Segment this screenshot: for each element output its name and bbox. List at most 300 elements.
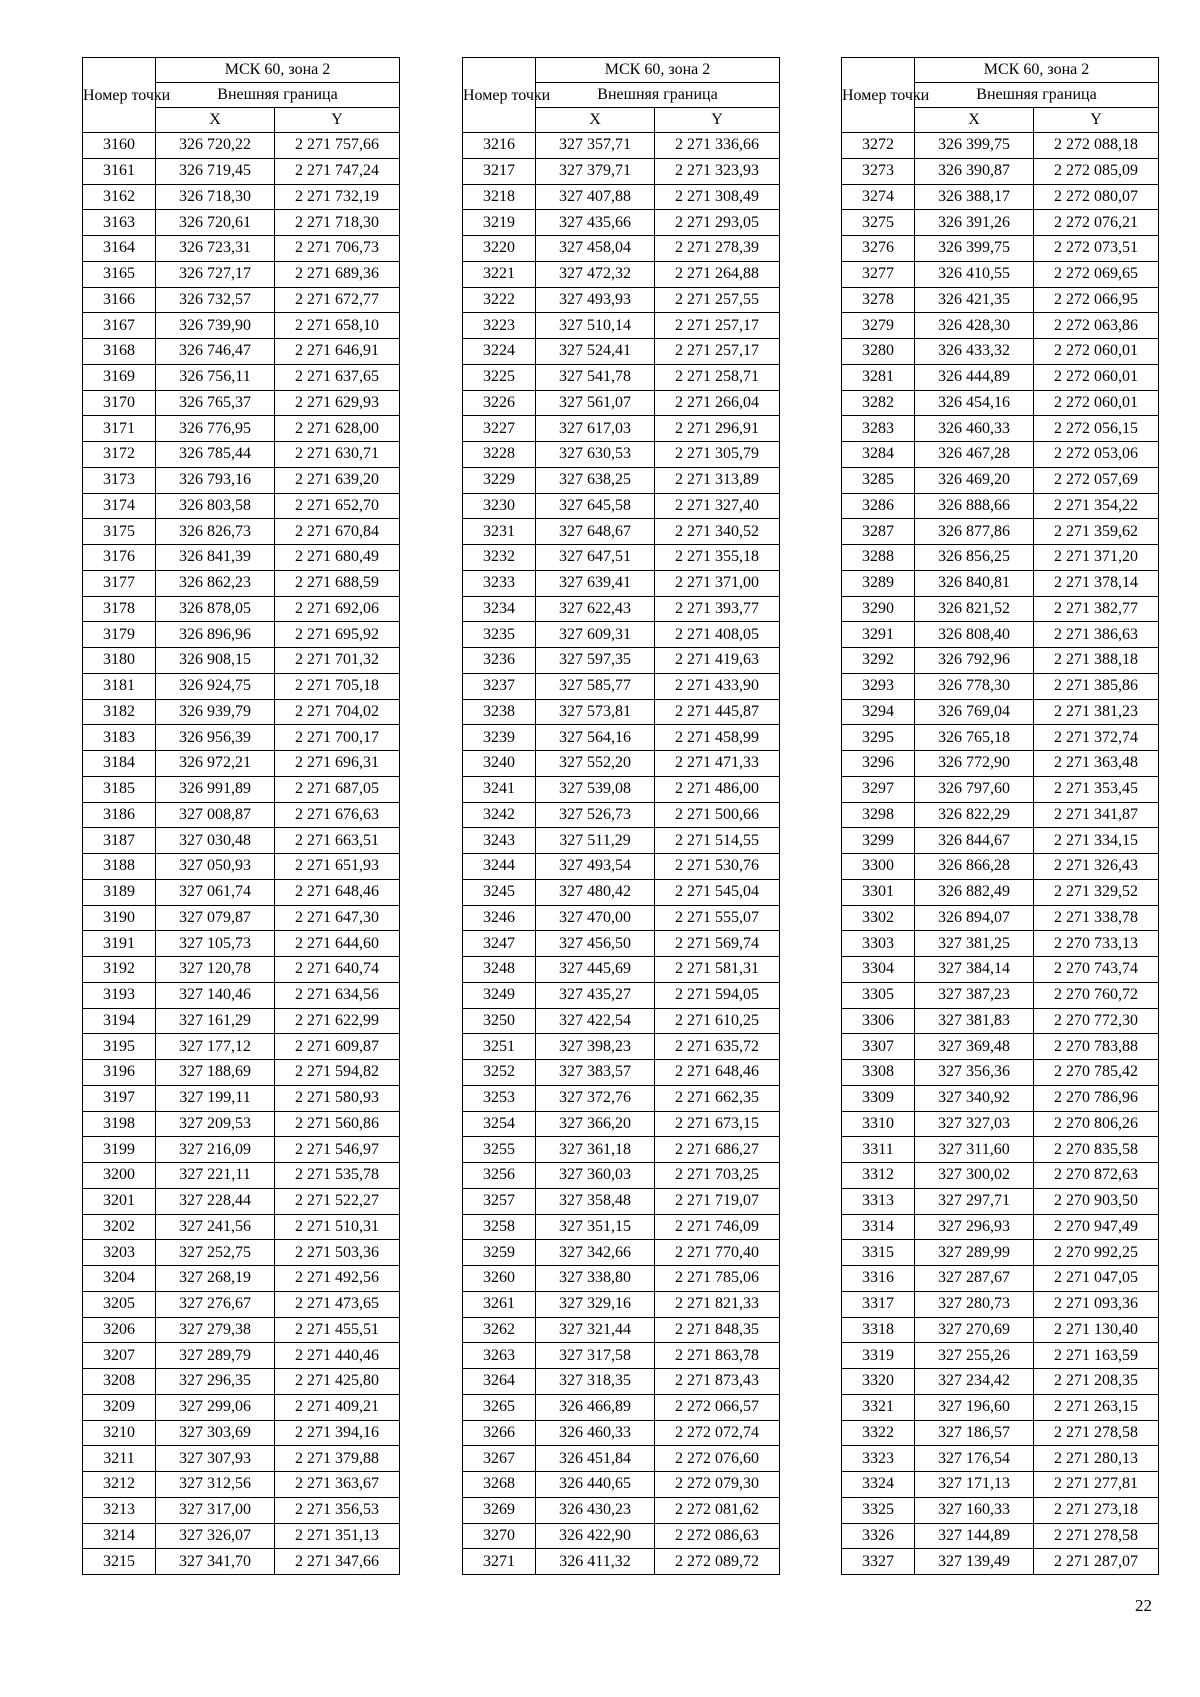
y-coordinate-cell: 2 271 770,40 <box>655 1240 780 1266</box>
x-coordinate-cell: 327 161,29 <box>156 1008 275 1034</box>
table-row <box>83 158 400 184</box>
table-row <box>83 1291 400 1317</box>
x-coordinate-cell: 326 803,58 <box>156 493 275 519</box>
y-coordinate-cell: 2 270 733,13 <box>1034 931 1159 957</box>
point-number-cell: 3246 <box>463 905 536 931</box>
point-number-cell: 3289 <box>842 570 915 596</box>
point-number-cell: 3316 <box>842 1266 915 1292</box>
point-number-cell: 3287 <box>842 519 915 545</box>
point-number-cell: 3183 <box>83 725 156 751</box>
table-row <box>842 416 1159 442</box>
table-row <box>842 1188 1159 1214</box>
table-row <box>83 1060 400 1086</box>
point-number-cell: 3264 <box>463 1369 536 1395</box>
x-coordinate-cell: 327 289,79 <box>156 1343 275 1369</box>
table-row <box>463 1497 780 1523</box>
x-coordinate-cell: 327 317,00 <box>156 1497 275 1523</box>
table-row <box>842 1317 1159 1343</box>
y-coordinate-cell: 2 271 545,04 <box>655 879 780 905</box>
x-coordinate-cell: 327 639,41 <box>536 570 655 596</box>
y-coordinate-cell: 2 271 706,73 <box>275 236 400 262</box>
table-row <box>463 339 780 365</box>
y-coordinate-cell: 2 271 610,25 <box>655 1008 780 1034</box>
table-row <box>842 261 1159 287</box>
x-coordinate-cell: 327 564,16 <box>536 725 655 751</box>
point-number-cell: 3267 <box>463 1446 536 1472</box>
y-coordinate-cell: 2 271 637,65 <box>275 364 400 390</box>
x-coordinate-cell: 327 160,33 <box>915 1497 1034 1523</box>
point-number-cell: 3312 <box>842 1163 915 1189</box>
table-row <box>463 622 780 648</box>
table-row <box>83 442 400 468</box>
point-number-cell: 3235 <box>463 622 536 648</box>
table-row <box>83 390 400 416</box>
point-number-cell: 3228 <box>463 442 536 468</box>
table-row <box>83 1446 400 1472</box>
x-coordinate-cell: 326 792,96 <box>915 648 1034 674</box>
point-number-cell: 3255 <box>463 1137 536 1163</box>
table-row <box>463 493 780 519</box>
x-coordinate-cell: 326 856,25 <box>915 545 1034 571</box>
point-number-cell: 3285 <box>842 467 915 493</box>
table-row <box>83 570 400 596</box>
y-coordinate-cell: 2 272 053,06 <box>1034 442 1159 468</box>
point-number-cell: 3181 <box>83 673 156 699</box>
y-coordinate-cell: 2 271 425,80 <box>275 1369 400 1395</box>
table-row <box>842 545 1159 571</box>
x-coordinate-cell: 326 430,23 <box>536 1497 655 1523</box>
x-coordinate-cell: 327 280,73 <box>915 1291 1034 1317</box>
x-coordinate-cell: 326 896,96 <box>156 622 275 648</box>
x-coordinate-cell: 326 467,28 <box>915 442 1034 468</box>
x-coordinate-cell: 327 299,06 <box>156 1394 275 1420</box>
y-coordinate-cell: 2 271 313,89 <box>655 467 780 493</box>
x-coordinate-cell: 327 221,11 <box>156 1163 275 1189</box>
x-coordinate-cell: 327 383,57 <box>536 1060 655 1086</box>
table-row <box>463 184 780 210</box>
y-coordinate-cell: 2 271 338,78 <box>1034 905 1159 931</box>
x-coordinate-cell: 326 844,67 <box>915 828 1034 854</box>
point-number-cell: 3212 <box>83 1472 156 1498</box>
table-row <box>842 236 1159 262</box>
point-number-cell: 3160 <box>83 133 156 159</box>
x-coordinate-cell: 327 171,13 <box>915 1472 1034 1498</box>
x-coordinate-cell: 326 422,90 <box>536 1523 655 1549</box>
table-row <box>83 287 400 313</box>
x-coordinate-cell: 327 445,69 <box>536 957 655 983</box>
x-coordinate-cell: 326 428,30 <box>915 313 1034 339</box>
x-coordinate-cell: 327 338,80 <box>536 1266 655 1292</box>
table-row <box>463 1266 780 1292</box>
point-number-cell: 3325 <box>842 1497 915 1523</box>
y-coordinate-cell: 2 271 785,06 <box>655 1266 780 1292</box>
point-number-cell: 3190 <box>83 905 156 931</box>
y-coordinate-cell: 2 271 486,00 <box>655 776 780 802</box>
y-coordinate-cell: 2 271 394,16 <box>275 1420 400 1446</box>
y-coordinate-cell: 2 271 409,21 <box>275 1394 400 1420</box>
x-coordinate-cell: 326 785,44 <box>156 442 275 468</box>
table-row <box>842 648 1159 674</box>
point-number-cell: 3272 <box>842 133 915 159</box>
x-coordinate-cell: 326 451,84 <box>536 1446 655 1472</box>
table-row <box>463 1188 780 1214</box>
y-coordinate-cell: 2 271 630,71 <box>275 442 400 468</box>
point-number-cell: 3203 <box>83 1240 156 1266</box>
y-coordinate-cell: 2 271 473,65 <box>275 1291 400 1317</box>
point-number-cell: 3164 <box>83 236 156 262</box>
point-number-cell: 3293 <box>842 673 915 699</box>
x-coordinate-cell: 327 381,83 <box>915 1008 1034 1034</box>
x-coordinate-cell: 327 105,73 <box>156 931 275 957</box>
point-number-cell: 3229 <box>463 467 536 493</box>
point-number-cell: 3234 <box>463 596 536 622</box>
table-row <box>83 725 400 751</box>
point-number-cell: 3166 <box>83 287 156 313</box>
table-row <box>842 1549 1159 1575</box>
x-coordinate-cell: 327 361,18 <box>536 1137 655 1163</box>
coordinates-table-2 <box>462 57 780 1575</box>
y-coordinate-cell: 2 271 530,76 <box>655 854 780 880</box>
x-coordinate-cell: 327 140,46 <box>156 982 275 1008</box>
table-row <box>83 184 400 210</box>
x-coordinate-cell: 326 878,05 <box>156 596 275 622</box>
x-coordinate-cell: 327 296,35 <box>156 1369 275 1395</box>
y-coordinate-cell: 2 271 652,70 <box>275 493 400 519</box>
table-row <box>842 802 1159 828</box>
y-coordinate-cell: 2 271 393,77 <box>655 596 780 622</box>
y-coordinate-cell: 2 271 848,35 <box>655 1317 780 1343</box>
x-coordinate-cell: 327 317,58 <box>536 1343 655 1369</box>
table-row <box>83 673 400 699</box>
y-coordinate-cell: 2 271 662,35 <box>655 1085 780 1111</box>
page-number: 22 <box>1135 1596 1152 1615</box>
point-number-cell: 3176 <box>83 545 156 571</box>
point-number-cell: 3276 <box>842 236 915 262</box>
y-coordinate-cell: 2 272 066,95 <box>1034 287 1159 313</box>
x-coordinate-cell: 327 176,54 <box>915 1446 1034 1472</box>
table-row <box>463 1549 780 1575</box>
table-row <box>463 1394 780 1420</box>
y-coordinate-cell: 2 271 408,05 <box>655 622 780 648</box>
y-coordinate-cell: 2 271 163,59 <box>1034 1343 1159 1369</box>
y-coordinate-cell: 2 271 280,13 <box>1034 1446 1159 1472</box>
x-coordinate-cell: 327 645,58 <box>536 493 655 519</box>
table-row <box>842 313 1159 339</box>
point-number-cell: 3301 <box>842 879 915 905</box>
x-coordinate-cell: 326 718,30 <box>156 184 275 210</box>
y-coordinate-cell: 2 271 704,02 <box>275 699 400 725</box>
y-coordinate-cell: 2 271 747,24 <box>275 158 400 184</box>
y-coordinate-cell: 2 271 492,56 <box>275 1266 400 1292</box>
table-row <box>842 828 1159 854</box>
table-row <box>842 1394 1159 1420</box>
point-number-cell: 3233 <box>463 570 536 596</box>
x-coordinate-cell: 326 778,30 <box>915 673 1034 699</box>
x-coordinate-cell: 327 216,09 <box>156 1137 275 1163</box>
point-number-cell: 3210 <box>83 1420 156 1446</box>
x-coordinate-cell: 327 196,60 <box>915 1394 1034 1420</box>
y-coordinate-cell: 2 271 680,49 <box>275 545 400 571</box>
table-row <box>842 1523 1159 1549</box>
table-row <box>83 261 400 287</box>
point-number-cell: 3321 <box>842 1394 915 1420</box>
point-number-cell: 3237 <box>463 673 536 699</box>
table-row <box>83 596 400 622</box>
x-coordinate-cell: 326 822,29 <box>915 802 1034 828</box>
y-coordinate-cell: 2 271 257,17 <box>655 313 780 339</box>
y-coordinate-cell: 2 272 076,60 <box>655 1446 780 1472</box>
point-number-cell: 3254 <box>463 1111 536 1137</box>
point-number-cell: 3305 <box>842 982 915 1008</box>
y-coordinate-cell: 2 271 371,20 <box>1034 545 1159 571</box>
x-coordinate-cell: 326 723,31 <box>156 236 275 262</box>
x-coordinate-cell: 326 939,79 <box>156 699 275 725</box>
point-number-cell: 3286 <box>842 493 915 519</box>
y-coordinate-cell: 2 271 258,71 <box>655 364 780 390</box>
y-coordinate-cell: 2 271 703,25 <box>655 1163 780 1189</box>
y-coordinate-cell: 2 271 732,19 <box>275 184 400 210</box>
y-coordinate-cell: 2 272 086,63 <box>655 1523 780 1549</box>
coordinate-system-header: МСК 60, зона 2 <box>536 58 780 83</box>
x-coordinate-cell: 327 357,71 <box>536 133 655 159</box>
table-row <box>463 905 780 931</box>
y-coordinate-cell: 2 271 455,51 <box>275 1317 400 1343</box>
table-row <box>463 673 780 699</box>
x-coordinate-cell: 327 188,69 <box>156 1060 275 1086</box>
point-number-cell: 3322 <box>842 1420 915 1446</box>
x-coordinate-cell: 327 061,74 <box>156 879 275 905</box>
x-coordinate-cell: 327 458,04 <box>536 236 655 262</box>
point-number-cell: 3201 <box>83 1188 156 1214</box>
table-row <box>83 957 400 983</box>
x-coordinate-cell: 327 360,03 <box>536 1163 655 1189</box>
x-coordinate-cell: 326 410,55 <box>915 261 1034 287</box>
coordinates-table-body <box>842 133 1159 1575</box>
point-number-cell: 3281 <box>842 364 915 390</box>
point-number-cell: 3282 <box>842 390 915 416</box>
point-number-cell: 3243 <box>463 828 536 854</box>
y-coordinate-cell: 2 271 327,40 <box>655 493 780 519</box>
y-coordinate-cell: 2 270 783,88 <box>1034 1034 1159 1060</box>
point-number-cell: 3199 <box>83 1137 156 1163</box>
x-coordinate-cell: 327 638,25 <box>536 467 655 493</box>
y-coordinate-cell: 2 271 646,91 <box>275 339 400 365</box>
y-coordinate-cell: 2 272 072,74 <box>655 1420 780 1446</box>
x-coordinate-cell: 326 720,61 <box>156 210 275 236</box>
point-number-cell: 3232 <box>463 545 536 571</box>
x-coordinate-cell: 327 511,29 <box>536 828 655 854</box>
x-coordinate-cell: 327 177,12 <box>156 1034 275 1060</box>
table-row <box>463 957 780 983</box>
y-coordinate-cell: 2 271 546,97 <box>275 1137 400 1163</box>
y-coordinate-cell: 2 271 634,56 <box>275 982 400 1008</box>
x-coordinate-cell: 327 597,35 <box>536 648 655 674</box>
y-coordinate-cell: 2 271 688,59 <box>275 570 400 596</box>
x-coordinate-cell: 327 279,38 <box>156 1317 275 1343</box>
point-number-cell: 3217 <box>463 158 536 184</box>
x-coordinate-cell: 327 470,00 <box>536 905 655 931</box>
x-coordinate-cell: 327 341,70 <box>156 1549 275 1575</box>
table-row <box>83 1549 400 1575</box>
table-row <box>463 545 780 571</box>
y-coordinate-cell: 2 271 363,48 <box>1034 751 1159 777</box>
point-number-header: Номер точки <box>83 58 156 133</box>
y-coordinate-cell: 2 272 080,07 <box>1034 184 1159 210</box>
y-coordinate-cell: 2 271 687,05 <box>275 776 400 802</box>
y-coordinate-cell: 2 271 208,35 <box>1034 1369 1159 1395</box>
x-coordinate-cell: 327 030,48 <box>156 828 275 854</box>
x-coordinate-cell: 327 472,32 <box>536 261 655 287</box>
point-number-cell: 3279 <box>842 313 915 339</box>
x-coordinate-cell: 326 882,49 <box>915 879 1034 905</box>
x-coordinate-cell: 327 456,50 <box>536 931 655 957</box>
x-coordinate-cell: 327 493,93 <box>536 287 655 313</box>
x-coordinate-cell: 327 327,03 <box>915 1111 1034 1137</box>
point-number-cell: 3278 <box>842 287 915 313</box>
point-number-cell: 3299 <box>842 828 915 854</box>
y-coordinate-cell: 2 270 786,96 <box>1034 1085 1159 1111</box>
x-coordinate-cell: 327 268,19 <box>156 1266 275 1292</box>
table-row <box>83 828 400 854</box>
y-coordinate-cell: 2 272 085,09 <box>1034 158 1159 184</box>
point-number-cell: 3186 <box>83 802 156 828</box>
x-coordinate-cell: 327 387,23 <box>915 982 1034 1008</box>
point-number-cell: 3261 <box>463 1291 536 1317</box>
table-row <box>842 519 1159 545</box>
x-coordinate-cell: 326 454,16 <box>915 390 1034 416</box>
y-coordinate-cell: 2 271 359,62 <box>1034 519 1159 545</box>
y-coordinate-cell: 2 271 353,45 <box>1034 776 1159 802</box>
coordinate-system-header: МСК 60, зона 2 <box>915 58 1159 83</box>
x-coordinate-cell: 327 435,66 <box>536 210 655 236</box>
point-number-cell: 3161 <box>83 158 156 184</box>
point-number-cell: 3307 <box>842 1034 915 1060</box>
point-number-cell: 3189 <box>83 879 156 905</box>
x-coordinate-cell: 326 840,81 <box>915 570 1034 596</box>
table-row <box>83 802 400 828</box>
y-coordinate-cell: 2 271 719,07 <box>655 1188 780 1214</box>
point-number-cell: 3216 <box>463 133 536 159</box>
table-row <box>463 751 780 777</box>
table-row <box>842 1085 1159 1111</box>
x-column-header: X <box>156 108 275 133</box>
x-coordinate-cell: 327 318,35 <box>536 1369 655 1395</box>
y-coordinate-cell: 2 271 663,51 <box>275 828 400 854</box>
x-coordinate-cell: 326 765,37 <box>156 390 275 416</box>
y-coordinate-cell: 2 271 458,99 <box>655 725 780 751</box>
point-number-cell: 3302 <box>842 905 915 931</box>
x-coordinate-cell: 327 241,56 <box>156 1214 275 1240</box>
table-row <box>83 751 400 777</box>
table-row <box>463 1060 780 1086</box>
point-number-cell: 3324 <box>842 1472 915 1498</box>
table-row <box>463 210 780 236</box>
y-coordinate-cell: 2 271 686,27 <box>655 1137 780 1163</box>
point-number-cell: 3211 <box>83 1446 156 1472</box>
y-coordinate-cell: 2 271 696,31 <box>275 751 400 777</box>
x-coordinate-cell: 327 199,11 <box>156 1085 275 1111</box>
point-number-cell: 3292 <box>842 648 915 674</box>
table-row <box>842 1369 1159 1395</box>
x-coordinate-cell: 326 972,21 <box>156 751 275 777</box>
y-coordinate-cell: 2 271 500,66 <box>655 802 780 828</box>
y-coordinate-cell: 2 271 581,31 <box>655 957 780 983</box>
point-number-cell: 3241 <box>463 776 536 802</box>
table-row <box>83 1034 400 1060</box>
table-row <box>842 339 1159 365</box>
table-row <box>842 1446 1159 1472</box>
point-number-cell: 3163 <box>83 210 156 236</box>
y-coordinate-cell: 2 272 060,01 <box>1034 364 1159 390</box>
point-number-cell: 3185 <box>83 776 156 802</box>
table-row <box>83 1343 400 1369</box>
x-coordinate-cell: 327 342,66 <box>536 1240 655 1266</box>
point-number-cell: 3269 <box>463 1497 536 1523</box>
y-coordinate-cell: 2 271 093,36 <box>1034 1291 1159 1317</box>
y-coordinate-cell: 2 271 378,14 <box>1034 570 1159 596</box>
y-coordinate-cell: 2 270 743,74 <box>1034 957 1159 983</box>
coordinates-table-1 <box>82 57 400 1575</box>
point-number-header: Номер точки <box>842 58 915 133</box>
x-coordinate-cell: 327 050,93 <box>156 854 275 880</box>
y-coordinate-cell: 2 271 355,18 <box>655 545 780 571</box>
table-row <box>842 210 1159 236</box>
point-number-cell: 3318 <box>842 1317 915 1343</box>
point-number-cell: 3197 <box>83 1085 156 1111</box>
x-coordinate-cell: 326 894,07 <box>915 905 1034 931</box>
y-coordinate-cell: 2 271 757,66 <box>275 133 400 159</box>
x-coordinate-cell: 327 311,60 <box>915 1137 1034 1163</box>
table-row <box>83 133 400 159</box>
y-coordinate-cell: 2 271 594,82 <box>275 1060 400 1086</box>
point-number-cell: 3319 <box>842 1343 915 1369</box>
table-row <box>842 725 1159 751</box>
point-number-cell: 3194 <box>83 1008 156 1034</box>
table-row <box>83 493 400 519</box>
table-row <box>83 1472 400 1498</box>
coordinate-system-header: МСК 60, зона 2 <box>156 58 400 83</box>
table-row <box>463 467 780 493</box>
y-coordinate-cell: 2 271 692,06 <box>275 596 400 622</box>
table-row <box>83 776 400 802</box>
y-coordinate-cell: 2 271 371,00 <box>655 570 780 596</box>
y-coordinate-cell: 2 270 835,58 <box>1034 1137 1159 1163</box>
y-coordinate-cell: 2 271 257,17 <box>655 339 780 365</box>
y-coordinate-cell: 2 271 648,46 <box>655 1060 780 1086</box>
y-coordinate-cell: 2 271 471,33 <box>655 751 780 777</box>
x-coordinate-cell: 327 252,75 <box>156 1240 275 1266</box>
x-coordinate-cell: 326 776,95 <box>156 416 275 442</box>
y-coordinate-cell: 2 271 635,72 <box>655 1034 780 1060</box>
y-coordinate-cell: 2 270 760,72 <box>1034 982 1159 1008</box>
point-number-cell: 3327 <box>842 1549 915 1575</box>
x-coordinate-cell: 327 329,16 <box>536 1291 655 1317</box>
point-number-cell: 3280 <box>842 339 915 365</box>
x-coordinate-cell: 327 228,44 <box>156 1188 275 1214</box>
x-coordinate-cell: 326 421,35 <box>915 287 1034 313</box>
y-coordinate-cell: 2 271 334,15 <box>1034 828 1159 854</box>
table-row <box>83 1420 400 1446</box>
y-coordinate-cell: 2 271 287,07 <box>1034 1549 1159 1575</box>
table-row <box>842 1291 1159 1317</box>
x-coordinate-cell: 326 866,28 <box>915 854 1034 880</box>
table-row <box>842 982 1159 1008</box>
x-coordinate-cell: 327 139,49 <box>915 1549 1034 1575</box>
y-coordinate-cell: 2 271 873,43 <box>655 1369 780 1395</box>
table-row <box>83 545 400 571</box>
table-row <box>842 776 1159 802</box>
point-number-cell: 3165 <box>83 261 156 287</box>
